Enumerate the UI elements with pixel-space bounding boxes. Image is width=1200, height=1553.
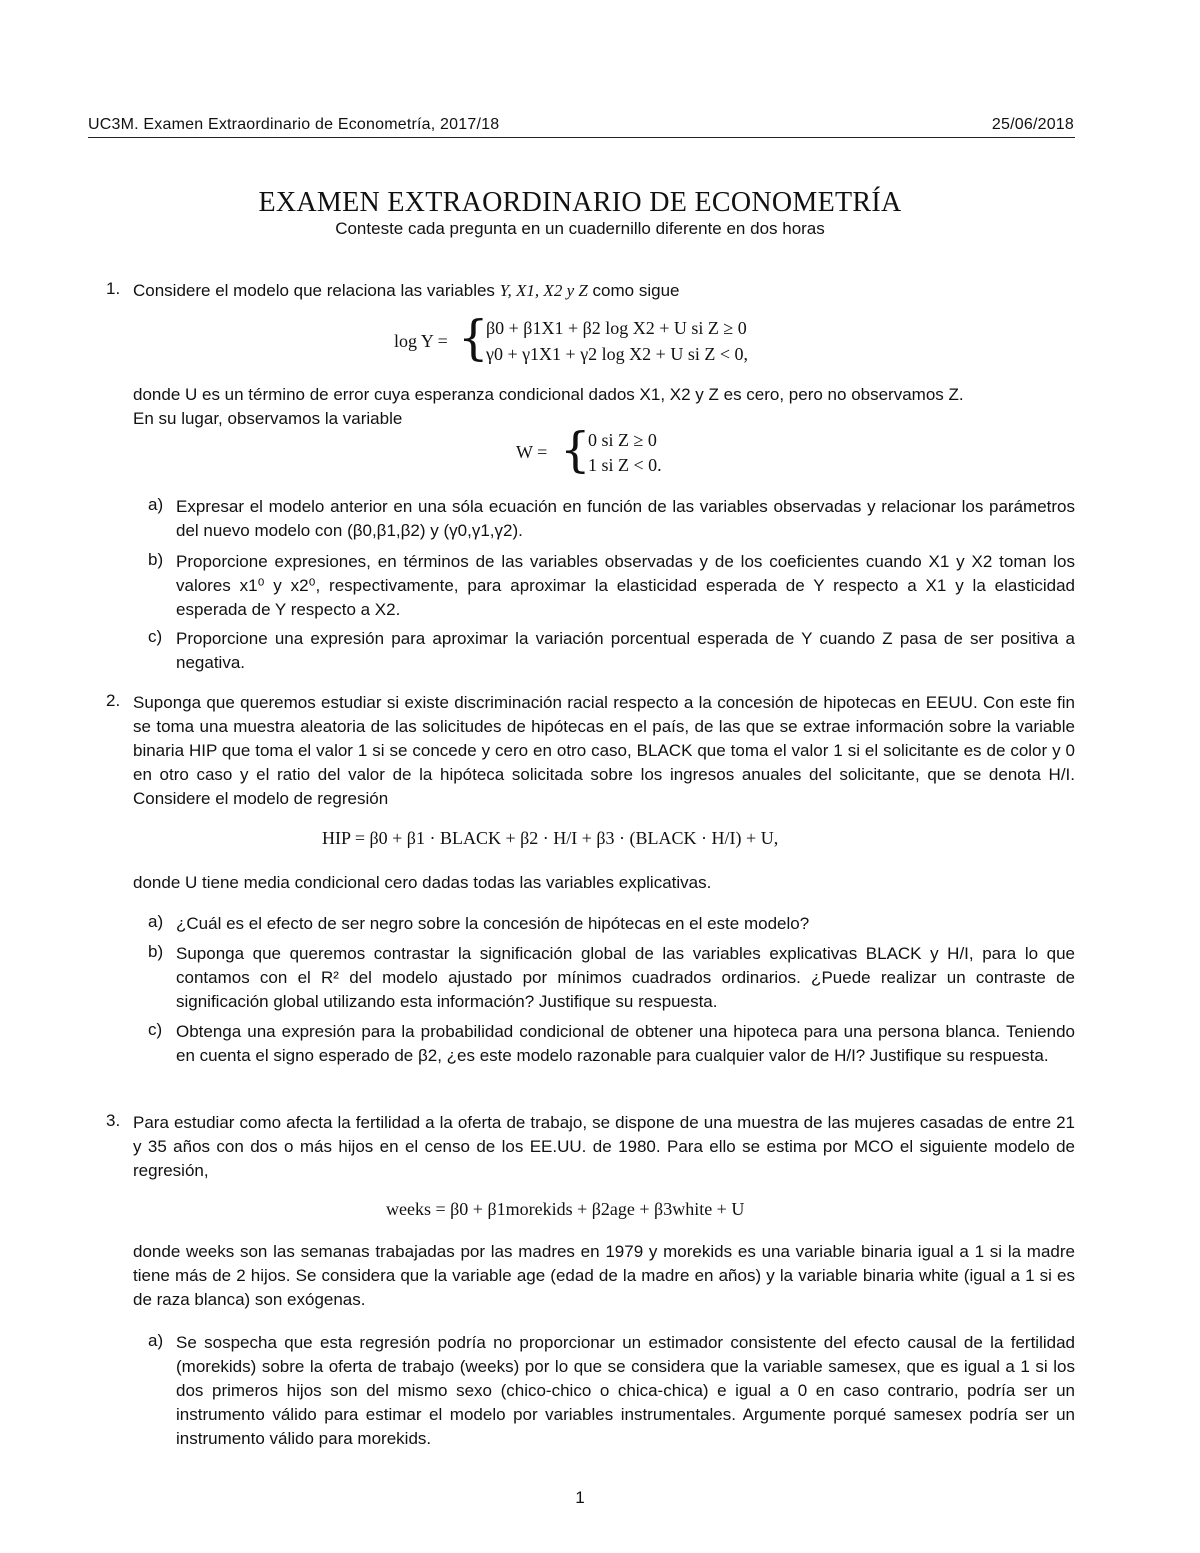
- q2-c-text: Obtenga una expresión para la probabilidad condicional de obtener una hipoteca para una persona blanca. Teniendo en cuenta el signo esperado de β2, ¿es este modelo razonable para cualquier valor de H/I? Justifique su respuesta.: [176, 1022, 1075, 1065]
- q2-a-text: ¿Cuál es el efecto de ser negro sobre la concesión de hipótecas en el este modelo?: [176, 914, 810, 933]
- q1-b-label: b): [148, 550, 164, 569]
- question-3-number: 3.: [106, 1111, 121, 1130]
- q1-c-text: Proporcione una expresión para aproximar la variación porcentual esperada de Y cuando Z pasa de ser positiva a negativa.: [176, 629, 1075, 672]
- question-2-intro: Suponga que queremos estudiar si existe discriminación racial respecto a la concesión de hipotecas en EEUU. Con este fin se toma una muestra aleatoria de las solicitudes de hipótecas en el país, de las que se extrae información sobre la variable binaria HIP que toma el valor 1 si se concede y cero en otro caso, BLACK que toma el valor 1 si el solicitante es de color y 0 en otro caso y el ratio del valor de la hipóteca solicitada sobre los ingresos anuales del solicitante, que se denota H/I. Considere el modelo de regresión: [133, 693, 1075, 808]
- page-number: 1: [575, 1488, 585, 1507]
- w-equation-lhs: W =: [516, 442, 548, 462]
- q2-c-label: c): [148, 1020, 163, 1039]
- question-1-number: 1.: [106, 279, 121, 298]
- q1-after-equation-1: donde U es un término de error cuya esperanza condicional dados X1, X2 y Z es cero, pero no observamos Z.: [133, 385, 964, 404]
- q3-after-equation: donde weeks son las semanas trabajadas por las madres en 1979 y morekids es una variable binaria igual a 1 si la madre tiene más de 2 hijos. Se considera que la variable age (edad de la madre en años) y la variable binaria white (igual a 1 si es de raza blanca) son exógenas.: [133, 1242, 1075, 1309]
- q3-a-text: Se sospecha que esta regresión podría no proporcionar un estimador consistente del efecto causal de la fertilidad (morekids) sobre la oferta de trabajo (weeks) por lo que se considera que la variable samesex, que es igual a 1 si los dos primeros hijos son del mismo sexo (chico-chico o chica-chica) e igual a 0 en caso contrario, podría ser un instrumento válido para estimar el modelo por variables instrumentales. Argumente porqué samesex podría ser un instrumento válido para morekids.: [176, 1333, 1075, 1448]
- page-subtitle: Conteste cada pregunta en un cuadernillo diferente en dos horas: [335, 219, 825, 238]
- q2-a-label: a): [148, 912, 164, 931]
- q1-c-label: c): [148, 627, 163, 646]
- question-3-intro: Para estudiar como afecta la fertilidad a la oferta de trabajo, se dispone de una muestra de las mujeres casadas de entre 21 y 35 años con dos o más hijos en el censo de los EE.UU. de 1980. Para ello se estima por MCO el siguiente modelo de regresión,: [133, 1113, 1075, 1180]
- q3-equation: weeks = β0 + β1morekids + β2age + β3white + U: [386, 1199, 745, 1219]
- q1-equation-brace: {: [458, 310, 489, 366]
- q1-after-equation-2: En su lugar, observamos la variable: [133, 409, 403, 428]
- q2-b-text: Suponga que queremos contrastar la significación global de las variables explicativas BLACK y H/I, para lo que contamos con el R² del modelo ajustado por mínimos cuadrados ordinarios. ¿Puede realizar un contraste de significación global utilizando esta información? Justifique su respuesta.: [176, 944, 1075, 1011]
- header-course: UC3M. Examen Extraordinario de Econometría, 2017/18: [88, 116, 500, 133]
- page-title: EXAMEN EXTRAORDINARIO DE ECONOMETRÍA: [258, 187, 902, 218]
- header-rule: [88, 137, 1075, 138]
- question-1-intro: Considere el modelo que relaciona las variables Y, X1, X2 y Z como sigue: [133, 281, 680, 300]
- q1-equation-lhs: log Y =: [394, 331, 448, 351]
- w-equation-brace: {: [560, 422, 591, 478]
- q1-equation-case-2: γ0 + γ1X1 + γ2 log X2 + U si Z < 0,: [486, 344, 748, 364]
- q2-after-equation: donde U tiene media condicional cero dadas todas las variables explicativas.: [133, 873, 712, 892]
- q3-a-label: a): [148, 1331, 164, 1350]
- q1-a-label: a): [148, 495, 164, 514]
- question-2-number: 2.: [106, 691, 121, 710]
- w-equation-case-2: 1 si Z < 0.: [588, 455, 662, 475]
- header-date: 25/06/2018: [991, 116, 1074, 133]
- q1-equation-case-1: β0 + β1X1 + β2 log X2 + U si Z ≥ 0: [486, 318, 747, 338]
- q2-b-label: b): [148, 942, 164, 961]
- q1-b-text: Proporcione expresiones, en términos de las variables observadas y de los coeficientes cuando X1 y X2 toman los valores x1⁰ y x2⁰, respectivamente, para aproximar la elasticidad esperada de Y respecto a X1 y la elasticidad esperada de Y respecto a X2.: [176, 552, 1075, 619]
- q2-equation: HIP = β0 + β1 · BLACK + β2 · H/I + β3 · (BLACK · H/I) + U,: [322, 828, 779, 848]
- q1-a-text: Expresar el modelo anterior en una sóla ecuación en función de las variables observadas y relacionar los parámetros del nuevo modelo con (β0,β1,β2) y (γ0,γ1,γ2).: [176, 497, 1075, 540]
- w-equation-case-1: 0 si Z ≥ 0: [588, 430, 657, 450]
